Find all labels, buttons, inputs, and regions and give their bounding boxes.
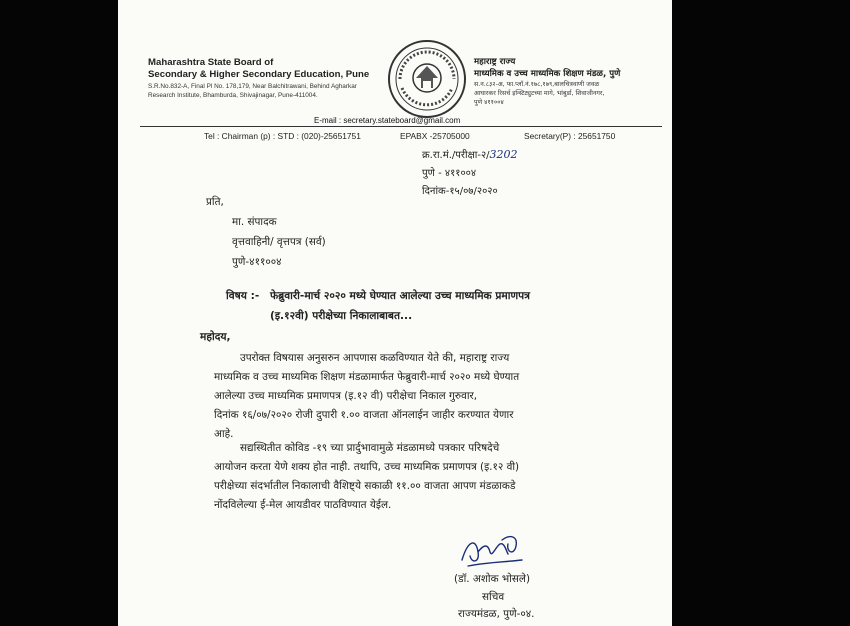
signatory-board: राज्यमंडळ, पुणे-०४. bbox=[458, 608, 535, 620]
signatory-name: (डॉ. अशोक भोसले) bbox=[454, 573, 531, 585]
letter-page bbox=[118, 0, 672, 626]
chairman-tel: Tel : Chairman (p) : STD : (020)-25651751 bbox=[204, 131, 361, 141]
greeting: महोदय, bbox=[200, 331, 231, 343]
subject-label: विषय :- bbox=[226, 290, 260, 302]
board-name-line2: Secondary & Higher Secondary Education, Pune bbox=[148, 69, 370, 80]
paragraph-2-line: परीक्षेच्या संदर्भातील निकालाची वैशिष्ट्ये सकाळी ११.०० वाजता आपण मंडळाकडे bbox=[214, 480, 516, 492]
board-seal-icon bbox=[386, 38, 468, 120]
paragraph-1-line: आलेल्या उच्च माध्यमिक प्रमाणपत्र (इ.१२ वी) परीक्षेचा निकाल गुरुवार, bbox=[214, 390, 478, 402]
marathi-board-name: माध्यमिक व उच्च माध्यमिक शिक्षण मंडळ, पुणे bbox=[474, 69, 621, 79]
recipient-line2: वृत्तवाहिनी/ वृत्तपत्र (सर्व) bbox=[232, 236, 326, 248]
paragraph-2-line: नोंदविलेल्या ई-मेल आयडीवर पाठविण्यात येईल. bbox=[214, 499, 392, 511]
reference-prefix: क्र.रा.मं./परीक्षा-२/ bbox=[422, 150, 490, 161]
email-address: E-mail : secretary.stateboard@gmail.com bbox=[314, 116, 461, 125]
handwritten-signature bbox=[458, 530, 528, 574]
paragraph-1-line: आहे. bbox=[214, 428, 234, 440]
dark-background-right bbox=[672, 0, 850, 626]
english-address: S.R.No.832-A, Final Pl No. 178,179, Near Balchitrawani, Behind Agharkar Research Institute, Bhamburda, Shivajinagar, Pune-411004. bbox=[148, 83, 357, 99]
reference-block bbox=[422, 146, 518, 201]
recipient-prati: प्रति, bbox=[206, 196, 224, 208]
recipient-block bbox=[206, 192, 326, 272]
marathi-state-name: महाराष्ट्र राज्य bbox=[474, 57, 516, 67]
header-divider bbox=[140, 126, 662, 127]
paragraph-1-line: दिनांक १६/०७/२०२० रोजी दुपारी १.०० वाजता ऑनलाईन जाहीर करण्यात येणार bbox=[214, 409, 514, 421]
epabx-tel: EPABX -25705000 bbox=[400, 131, 470, 141]
english-letterhead bbox=[148, 57, 378, 100]
marathi-address-3: पुणे ४११००४ bbox=[474, 99, 504, 106]
subject-line2: (इ.१२वी) परीक्षेच्या निकालाबाबत... bbox=[270, 310, 413, 322]
paragraph-2-line: सद्यस्थितीत कोविड -१९ च्या प्रार्दुभावामुळे मंडळामध्ये पत्रकार परिषदेचे bbox=[240, 442, 500, 454]
marathi-address-2: आघारकर रिसर्च इन्स्टिट्युटच्या मागे, भांबुर्डा, शिवाजीनगर, bbox=[474, 90, 605, 97]
paragraph-1 bbox=[214, 349, 654, 444]
paragraph-2 bbox=[214, 439, 654, 515]
signatory-designation: सचिव bbox=[482, 591, 505, 603]
reference-city: पुणे - ४११००४ bbox=[422, 168, 477, 179]
subject-line1: फेब्रुवारी-मार्च २०२० मध्ये घेण्यात आलेल्या उच्च माध्यमिक प्रमाणपत्र bbox=[270, 290, 530, 302]
reference-date: दिनांक-१५/०७/२०२० bbox=[422, 186, 498, 197]
reference-handwritten-number: 3202 bbox=[489, 148, 518, 161]
recipient-line1: मा. संपादक bbox=[232, 216, 277, 228]
marathi-address-1: स.न.८३२-अ, फा.प्लॉ.नं.१७८,१७९,बालचित्रवाणी जवळ bbox=[474, 81, 600, 88]
subject-block bbox=[226, 286, 646, 326]
paragraph-2-line: आयोजन करता येणे शक्य होत नाही. तथापि, उच्च माध्यमिक प्रमाणपत्र (इ.१२ वी) bbox=[214, 461, 520, 473]
recipient-line3: पुणे-४११००४ bbox=[232, 256, 282, 268]
paragraph-1-line: माध्यमिक व उच्च माध्यमिक शिक्षण मंडळामार्फत फेब्रुवारी-मार्च २०२० मध्ये घेण्यात bbox=[214, 371, 520, 383]
secretary-tel: Secretary(P) : 25651750 bbox=[524, 131, 616, 141]
marathi-letterhead bbox=[474, 56, 672, 107]
dark-background-left bbox=[0, 0, 118, 626]
board-name-line1: Maharashtra State Board of bbox=[148, 57, 274, 68]
reference-number bbox=[422, 146, 518, 165]
paragraph-1-line: उपरोक्त विषयास अनुसरुन आपणास कळविण्यात येते की, महाराष्ट्र राज्य bbox=[240, 352, 510, 364]
